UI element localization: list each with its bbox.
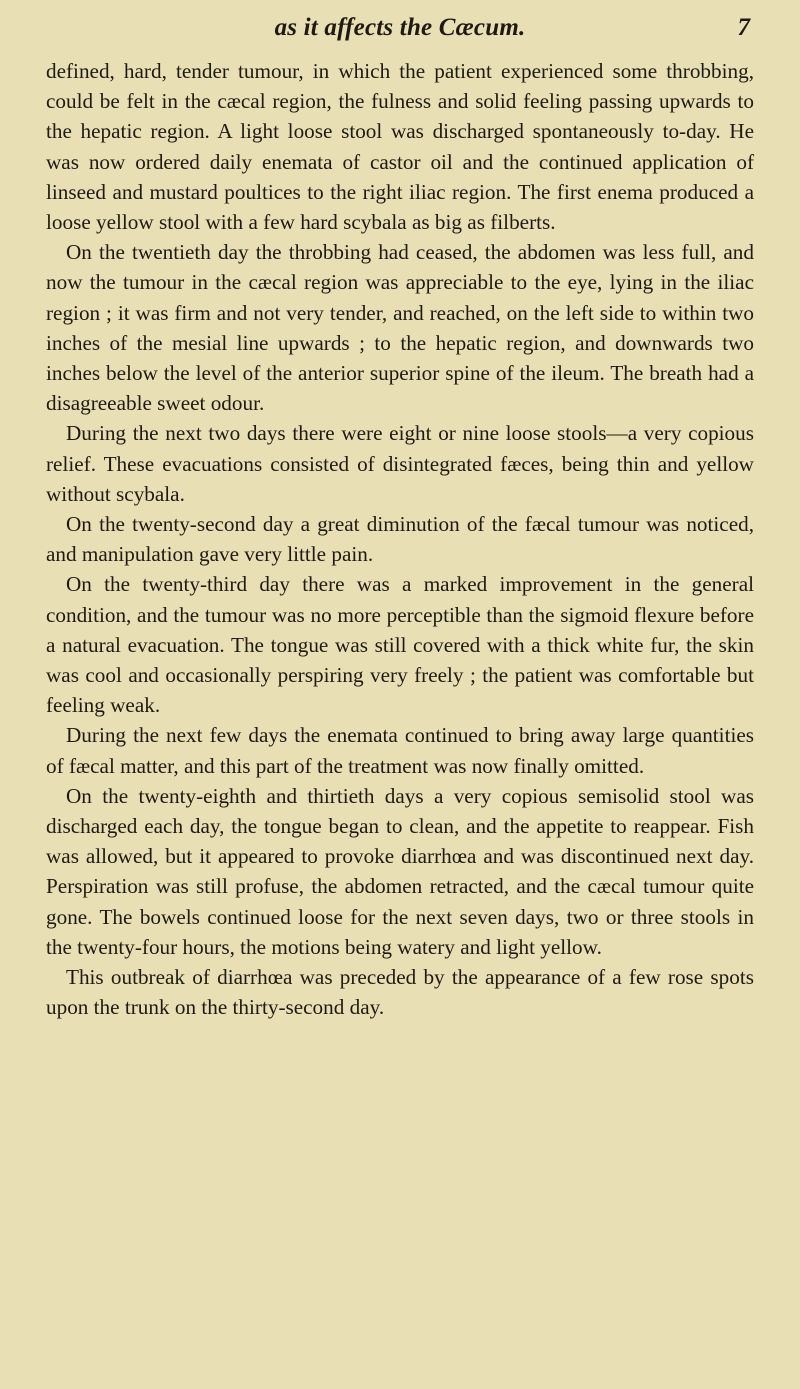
paragraph: On the twenty-second day a great diminution of the fæcal tumour was noticed, and manipulation gave very little pain. [46, 512, 754, 567]
paragraph: On the twenty-third day there was a marked improvement in the general condition, and the tumour was no more perceptible than the sigmoid flexure before a natural evacuation. The tongue was still covered with a thick white fur, the skin was cool and occasionally perspiring very freely ; the patient was comfortable but feeling weak. [46, 572, 754, 718]
paragraph: During the next two days there were eight or nine loose stools—a very copious relief. These evacuations consisted of disintegrated fæces, being thin and yellow without scybala. [46, 421, 754, 506]
paragraph: On the twentieth day the throbbing had ceased, the abdomen was less full, and now the tumour in the cæcal region was appreciable to the eye, lying in the iliac region ; it was firm and not very tender, and reached, on the left side to within two inches of the mesial line upwards ; to the hepatic region, and downwards two inches below the level of the anterior superior spine of the ileum. The breath had a disagreeable sweet odour. [46, 240, 754, 416]
page-number: 7 [737, 14, 750, 41]
paragraph: On the twenty-eighth and thirtieth days a very copious semisolid stool was discharged each day, the tongue began to clean, and the appetite to reappear. Fish was allowed, but it appeared to provoke diarrhœa and was discontinued next day. Perspiration was still profuse, the abdomen retracted, and the cæcal tumour quite gone. The bowels continued loose for the next seven days, two or three stools in the twenty-four hours, the motions being watery and light yellow. [46, 783, 754, 959]
body-text [46, 56, 754, 1023]
page-header [0, 6, 800, 50]
paragraph: defined, hard, tender tumour, in which the patient experienced some throbbing, could be felt in the cæcal region, the fulness and solid feeling passing upwards to the hepatic region. A light loose stool was discharged spontaneously to-day. He was now ordered daily enemata of castor oil and the continued application of linseed and mustard poultices to the right iliac region. The first enema produced a loose yellow stool with a few hard scybala as big as filberts. [46, 59, 754, 235]
paragraph: During the next few days the enemata continued to bring away large quantities of fæcal matter, and this part of the treatment was now finally omitted. [46, 723, 754, 778]
running-title: as it affects the Cæcum. [274, 14, 526, 41]
paragraph: This outbreak of diarrhœa was preceded by the appearance of a few rose spots upon the trunk on the thirty-second day. [46, 965, 754, 1020]
